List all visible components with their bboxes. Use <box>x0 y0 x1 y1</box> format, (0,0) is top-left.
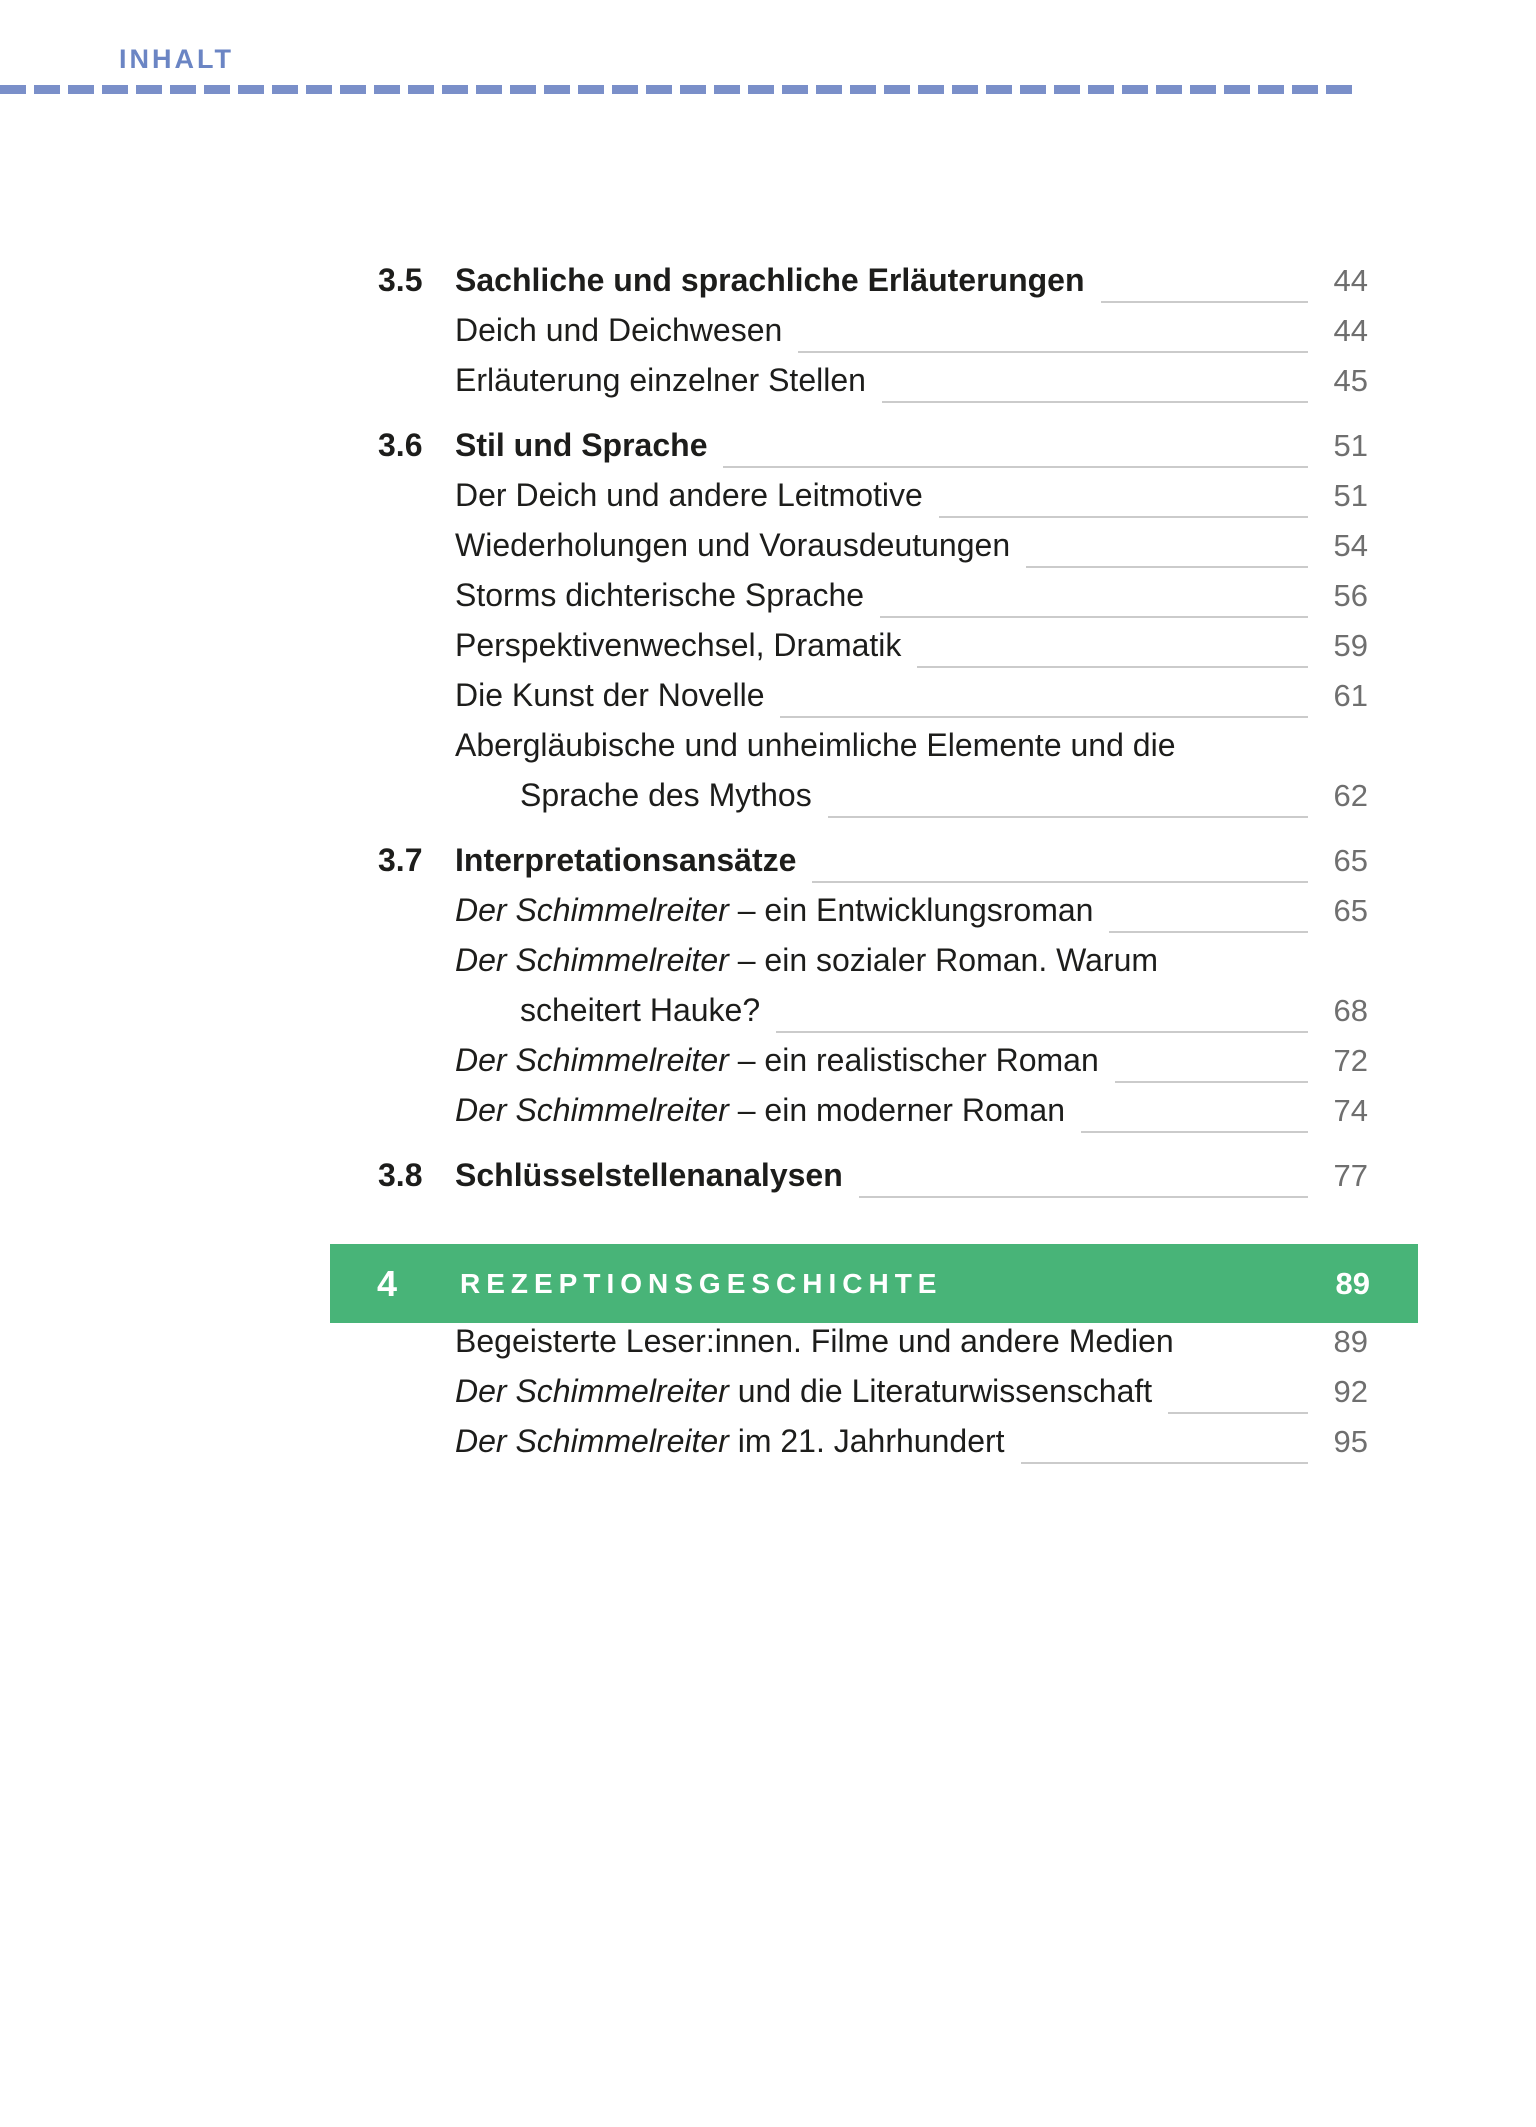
toc-entry <box>378 777 1368 827</box>
page-number: 77 <box>1333 1158 1368 1193</box>
page-number: 89 <box>1333 1324 1368 1359</box>
toc-entry <box>378 627 1368 677</box>
entry-title-text: Perspektivenwechsel, Dramatik <box>455 627 902 663</box>
entry-title <box>455 727 1175 764</box>
dashed-divider <box>0 85 1358 94</box>
toc-entry <box>378 1042 1368 1092</box>
entry-title <box>455 892 1093 929</box>
toc-entry <box>378 362 1368 412</box>
entry-title-text: – ein sozialer Roman. Warum <box>728 942 1159 978</box>
entry-title-text: Stil und Sprache <box>455 427 708 463</box>
page-number: 95 <box>1333 1424 1368 1459</box>
entry-title <box>455 527 1010 564</box>
toc-entry <box>378 942 1368 992</box>
entry-title <box>455 1423 1005 1460</box>
section-page-number: 89 <box>1335 1265 1370 1301</box>
entry-title-text: Der Deich und andere Leitmotive <box>455 477 923 513</box>
toc-entry <box>378 892 1368 942</box>
page-number: 62 <box>1333 778 1368 813</box>
entry-title-text: Sprache des Mythos <box>520 777 812 813</box>
page-number: 51 <box>1333 478 1368 513</box>
entry-title <box>455 1042 1099 1079</box>
entry-title <box>455 577 864 614</box>
leader-line <box>939 516 1308 518</box>
entry-title-italic: Der Schimmelreiter <box>455 1373 729 1409</box>
table-of-contents <box>378 262 1368 1473</box>
leader-line <box>859 1196 1308 1198</box>
page-number: 68 <box>1333 993 1368 1028</box>
toc-entry <box>378 312 1368 362</box>
page-number: 72 <box>1333 1043 1368 1078</box>
entry-title-text: Die Kunst der Novelle <box>455 677 765 713</box>
entry-title <box>455 1323 1174 1360</box>
leader-line <box>1115 1081 1308 1083</box>
entry-title-italic: Der Schimmelreiter <box>455 1042 729 1078</box>
page-number: 54 <box>1333 528 1368 563</box>
toc-entry <box>378 577 1368 627</box>
entry-title-italic: Der Schimmelreiter <box>455 1423 729 1459</box>
entry-title <box>455 1373 1152 1410</box>
leader-line <box>776 1031 1308 1033</box>
entry-number: 3.8 <box>378 1157 423 1193</box>
entry-title <box>455 427 707 464</box>
entry-title-text: – ein realistischer Roman <box>728 1042 1099 1078</box>
leader-line <box>1168 1412 1308 1414</box>
section-title: REZEPTIONSGESCHICHTE <box>460 1267 943 1299</box>
entry-title-text: Erläuterung einzelner Stellen <box>455 362 866 398</box>
toc-entry <box>378 677 1368 727</box>
page-number: 56 <box>1333 578 1368 613</box>
entry-title <box>455 777 812 814</box>
entry-title-text: Interpretationsansätze <box>455 842 797 878</box>
toc-entry <box>378 1423 1368 1473</box>
page-number: 65 <box>1333 843 1368 878</box>
entry-number: 3.7 <box>378 842 423 878</box>
page-number: 92 <box>1333 1374 1368 1409</box>
toc-entry <box>378 527 1368 577</box>
toc-entry <box>378 1157 1368 1207</box>
toc-entry <box>378 427 1368 477</box>
toc-entry <box>378 1323 1368 1373</box>
page-number: 61 <box>1333 678 1368 713</box>
entry-title <box>455 627 901 664</box>
toc-entry <box>378 842 1368 892</box>
section-number: 4 <box>377 1262 398 1304</box>
toc-entry <box>378 992 1368 1042</box>
entry-title-text: Storms dichterische Sprache <box>455 577 865 613</box>
leader-line <box>917 666 1308 668</box>
entry-number: 3.6 <box>378 427 423 463</box>
leader-line <box>780 716 1308 718</box>
page-number: 45 <box>1333 363 1368 398</box>
entry-title-text: Sachliche und sprachliche Erläuterungen <box>455 262 1085 298</box>
leader-line <box>1026 566 1308 568</box>
entry-title <box>455 262 1085 299</box>
toc-entry <box>378 1373 1368 1423</box>
entry-title <box>455 1092 1065 1129</box>
page-number: 59 <box>1333 628 1368 663</box>
entry-title-text: Begeisterte Leser:innen. Filme und andere Medien <box>455 1323 1174 1359</box>
leader-line <box>1101 301 1309 303</box>
toc-entry <box>378 477 1368 527</box>
page-number: 44 <box>1333 313 1368 348</box>
page-number: 51 <box>1333 428 1368 463</box>
entry-title-text: Abergläubische und unheimliche Elemente und die <box>455 727 1176 763</box>
entry-title-italic: Der Schimmelreiter <box>455 942 729 978</box>
entry-title-text: Schlüsselstellenanalysen <box>455 1157 843 1193</box>
entry-title <box>455 842 796 879</box>
leader-line <box>880 616 1308 618</box>
entry-title-italic: Der Schimmelreiter <box>455 892 729 928</box>
entry-title-text: Deich und Deichwesen <box>455 312 783 348</box>
entry-title <box>455 942 1158 979</box>
entry-title-text: Wiederholungen und Vorausdeutungen <box>455 527 1011 563</box>
page-number: 65 <box>1333 893 1368 928</box>
leader-line <box>1109 931 1308 933</box>
entry-title <box>455 312 782 349</box>
toc-entry <box>378 1092 1368 1142</box>
entry-title-text: – ein Entwicklungsroman <box>728 892 1094 928</box>
entry-title <box>455 992 760 1029</box>
entry-title-text: scheitert Hauke? <box>520 992 761 1028</box>
leader-line <box>798 351 1308 353</box>
entry-title <box>455 477 923 514</box>
entry-title <box>455 1157 843 1194</box>
page-number: 44 <box>1333 263 1368 298</box>
leader-line <box>1021 1462 1308 1464</box>
entry-title-text: – ein moderner Roman <box>728 1092 1065 1128</box>
leader-line <box>882 401 1308 403</box>
entry-title <box>455 362 866 399</box>
entry-title <box>455 677 764 714</box>
leader-line <box>828 816 1308 818</box>
page-number: 74 <box>1333 1093 1368 1128</box>
entry-title-text: im 21. Jahrhundert <box>728 1423 1005 1459</box>
page-title: INHALT <box>119 44 234 74</box>
entry-title-text: und die Literaturwissenschaft <box>728 1373 1153 1409</box>
leader-line <box>812 881 1308 883</box>
entry-title-italic: Der Schimmelreiter <box>455 1092 729 1128</box>
leader-line <box>1081 1131 1308 1133</box>
toc-section-bar <box>330 1244 1418 1323</box>
toc-entry <box>378 727 1368 777</box>
toc-entry <box>378 262 1368 312</box>
leader-line <box>723 466 1308 468</box>
entry-number: 3.5 <box>378 262 423 298</box>
